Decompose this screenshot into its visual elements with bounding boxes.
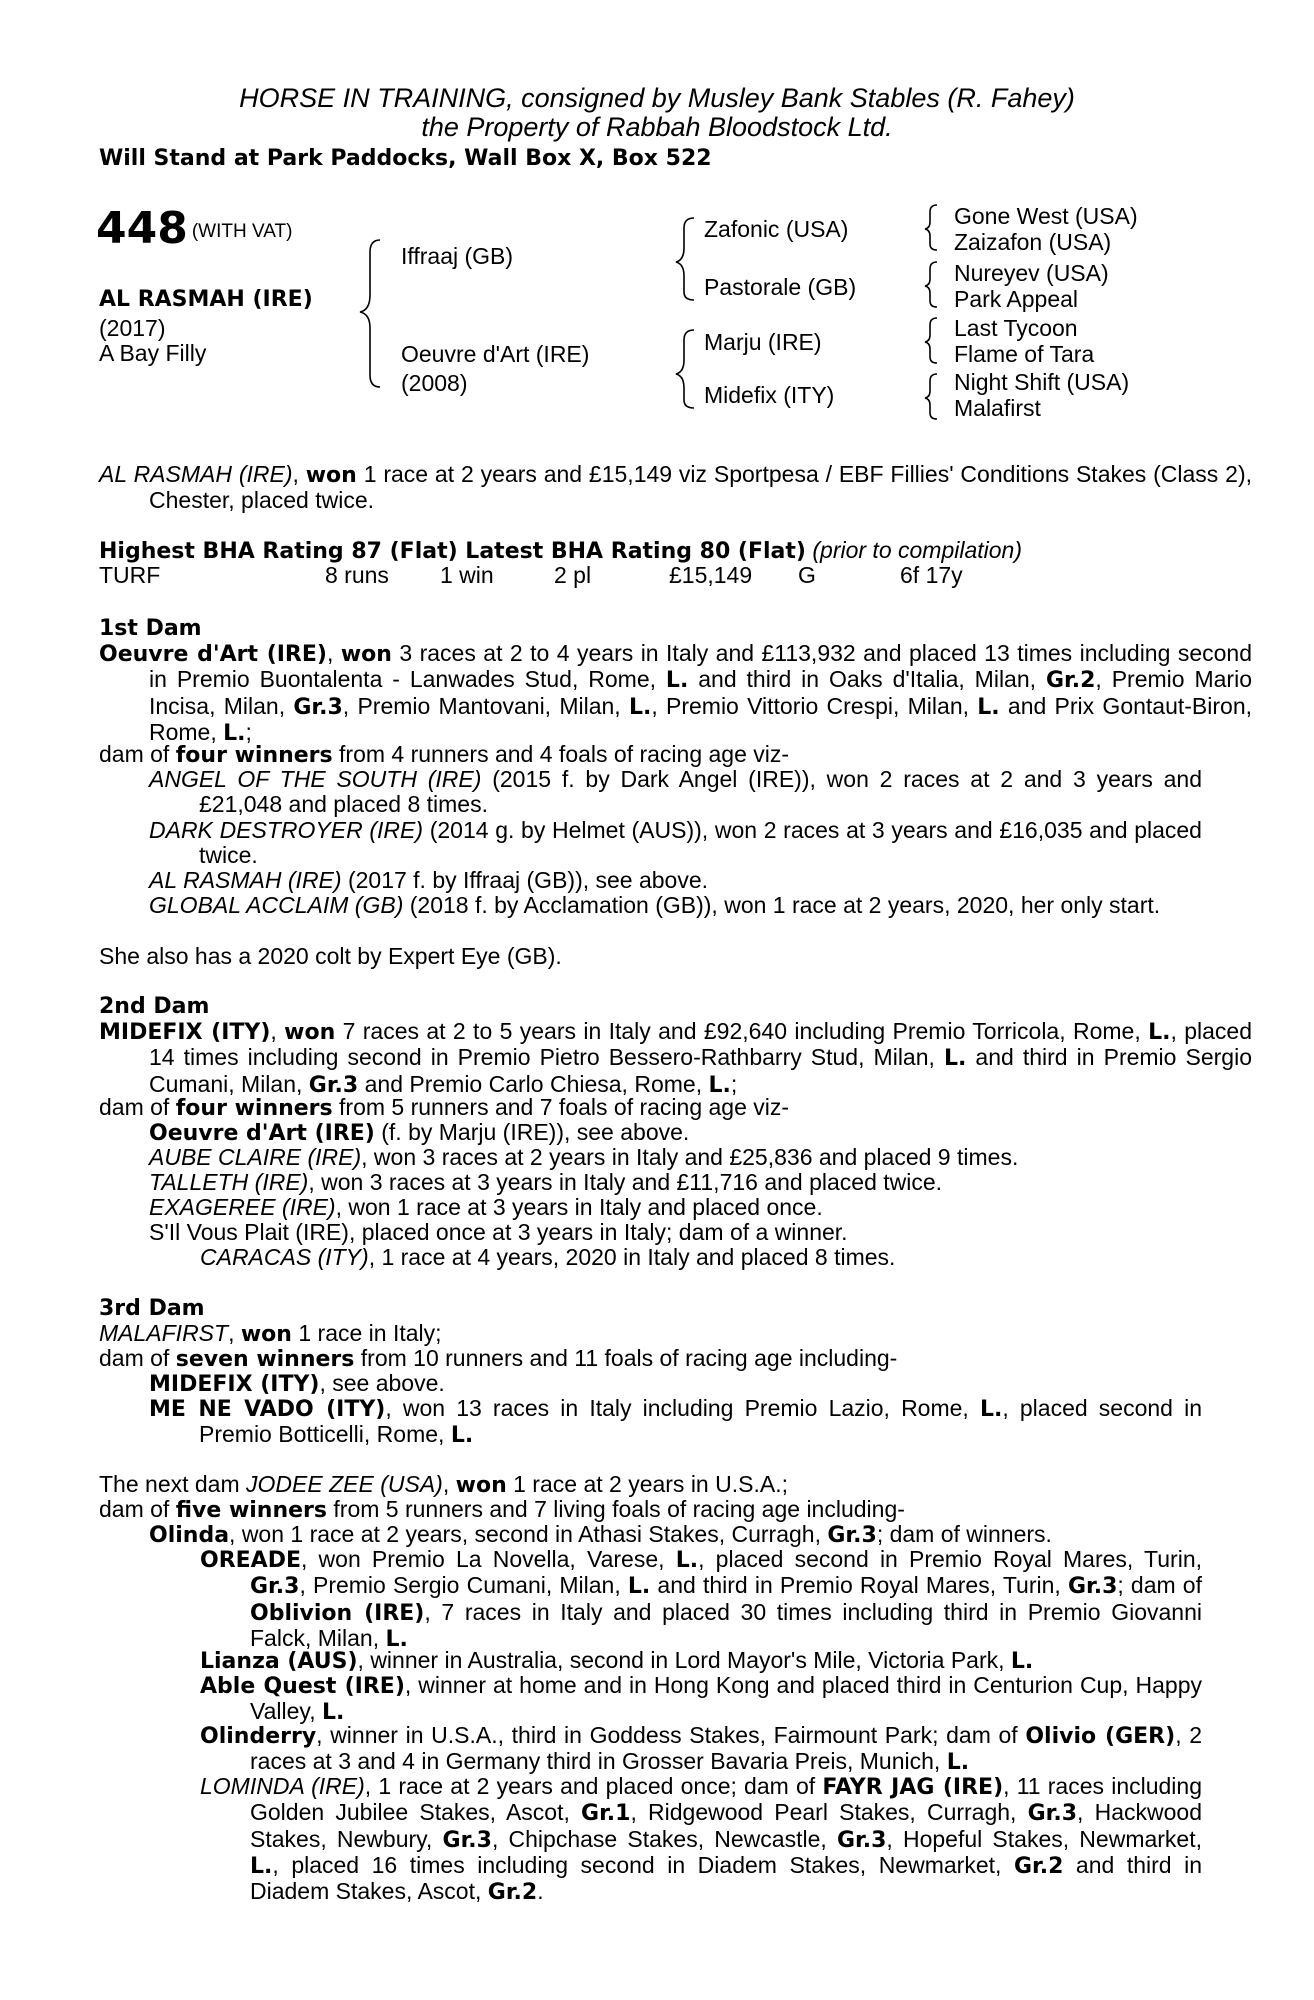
second-dam-progeny-3: TALLETH (IRE), won 3 races at 3 years in Italy and £11,716 and placed twice.	[149, 1169, 943, 1195]
first-dam-progeny-4: GLOBAL ACCLAIM (GB) (2018 f. by Acclamation (GB)), won 1 race at 2 years, 2020, her only start.	[149, 892, 1161, 918]
next-dam-olinderry: Olinderry, winner in U.S.A., third in Goddess Stakes, Fairmount Park; dam of Olivio (GER), 2 races at 3 and 4 in Germany third in Grosser Bavaria Preis, Munich, L.	[200, 1722, 1203, 1776]
pedigree-dam-sire: Marju (IRE)	[704, 329, 822, 355]
pedigree-dam-dam: Midefix (ITY)	[704, 382, 835, 408]
third-dam-progeny-1: MIDEFIX (ITY), see above.	[149, 1370, 445, 1397]
pedigree-ddd: Malafirst	[954, 395, 1041, 421]
pedigree-sdd: Park Appeal	[954, 286, 1079, 312]
pedigree-sss: Gone West (USA)	[954, 203, 1138, 229]
pedigree-dss: Last Tycoon	[954, 315, 1078, 341]
summary-horse-name: AL RASMAH (IRE)	[99, 461, 293, 487]
next-dam-able-quest: Able Quest (IRE), winner at home and in Hong Kong and placed third in Centurion Cup, Happy Valley, L.	[200, 1672, 1202, 1726]
first-dam-progeny-2: DARK DESTROYER (IRE) (2014 g. by Helmet (AUS)), won 2 races at 3 years and £16,035 and placed twice.	[149, 817, 1202, 869]
horse-name: AL RASMAH (IRE)	[99, 287, 313, 312]
brace-sire	[676, 218, 694, 300]
first-dam-progeny-1: ANGEL OF THE SOUTH (IRE) (2015 f. by Dark Angel (IRE)), won 2 races at 2 and 3 years and £21,048 and placed 8 times.	[149, 766, 1202, 818]
second-dam-progeny-2: AUBE CLAIRE (IRE), won 3 races at 2 years in Italy and £25,836 and placed 9 times.	[149, 1144, 1019, 1170]
next-dam-dam-of: dam of five winners from 5 runners and 7 living foals of racing age including-	[99, 1496, 905, 1523]
second-dam-intro: MIDEFIX (ITY), won 7 races at 2 to 5 years in Italy and £92,640 including Premio Torricola, Rome, L., placed 14 times including second in Premio Pietro Bessero-Rathbarry Stud, Milan, L. and third in Premio Sergio Cumani, Milan, Gr.3 and Premio Carlo Chiesa, Rome, L.;	[99, 1018, 1252, 1098]
stat-surface: TURF	[99, 562, 161, 588]
horse-description: A Bay Filly	[99, 340, 207, 366]
consignor-line: HORSE IN TRAINING, consigned by Musley Bank Stables (R. Fahey)	[239, 83, 1075, 113]
vat-note: (WITH VAT)	[191, 221, 293, 242]
owner-line: the Property of Rabbah Bloodstock Ltd.	[421, 112, 893, 142]
next-dam-lominda: LOMINDA (IRE), 1 race at 2 years and placed once; dam of FAYR JAG (IRE), 11 races including Golden Jubilee Stakes, Ascot, Gr.1, Ridgewood Pearl Stakes, Curragh, Gr.3, Hackwood Stakes, Newbury, Gr.3, Chipchase Stakes, Newcastle, Gr.3, Hopeful Stakes, Newmarket, L., placed 16 times including second in Diadem Stakes, Newmarket, Gr.2 and third in Diadem Stakes, Ascot, Gr.2.	[200, 1773, 1203, 1906]
pedigree-dsd: Flame of Tara	[954, 341, 1095, 367]
pedigree-sds: Nureyev (USA)	[954, 260, 1109, 286]
third-dam-intro: MALAFIRST, won 1 race in Italy;	[99, 1320, 442, 1347]
stat-distance: 6f 17y	[900, 562, 963, 588]
first-dam-intro: Oeuvre d'Art (IRE), won 3 races at 2 to 4 years in Italy and £113,932 and placed 13 times including second in Premio Buontalenta - Lanwades Stud, Rome, L. and third in Oaks d'Italia, Milan, Gr.2, Premio Mario Incisa, Milan, Gr.3, Premio Mantovani, Milan, L., Premio Vittorio Crespi, Milan, L. and Prix Gontaut-Biron, Rome, L.;	[99, 640, 1253, 746]
rating-line	[99, 538, 1202, 564]
summary-won: won	[305, 463, 357, 488]
pedigree-sire-dam: Pastorale (GB)	[704, 274, 857, 300]
second-dam-progeny-5: S'Il Vous Plait (IRE), placed once at 3 years in Italy; dam of a winner.	[149, 1219, 848, 1245]
first-dam-heading: 1st Dam	[99, 616, 202, 641]
brace-dam	[676, 330, 694, 408]
pedigree-ssd: Zaizafon (USA)	[954, 229, 1112, 255]
race-summary: AL RASMAH (IRE), won 1 race at 2 years and £15,149 viz Sportpesa / EBF Fillies' Conditions Stakes (Class 2), Chester, placed twice.	[99, 461, 1252, 514]
third-dam-heading: 3rd Dam	[99, 1296, 205, 1321]
third-dam-dam-of: dam of seven winners from 10 runners and 11 foals of racing age including-	[99, 1345, 898, 1372]
pedigree-sire-sire: Zafonic (USA)	[704, 216, 849, 242]
third-dam-progeny-2: ME NE VADO (ITY), won 13 races in Italy including Premio Lazio, Rome, L., placed second in Premio Botticelli, Rome, L.	[149, 1395, 1202, 1449]
stand-location: Will Stand at Park Paddocks, Wall Box X, Box 522	[99, 146, 712, 171]
brace-main	[360, 240, 380, 387]
next-dam-olinda: Olinda, won 1 race at 2 years, second in Athasi Stakes, Curragh, Gr.3; dam of winners.	[149, 1521, 1052, 1548]
stat-earnings: £15,149	[669, 562, 753, 588]
second-dam-grand-progeny: CARACAS (ITY), 1 race at 4 years, 2020 in Italy and placed 8 times.	[200, 1244, 896, 1270]
next-dam-oreade: OREADE, won Premio La Novella, Varese, L., placed second in Premio Royal Mares, Turin, Gr.3, Premio Sergio Cumani, Milan, L. and third in Premio Royal Mares, Turin, Gr.3; dam of Oblivion (IRE), 7 races in Italy and placed 30 times including third in Premio Giovanni Falck, Milan, L.	[200, 1546, 1202, 1652]
rating-note: (prior to compilation)	[812, 537, 1023, 563]
second-dam-progeny-4: EXAGEREE (IRE), won 1 race at 3 years in Italy and placed once.	[149, 1194, 823, 1220]
stat-going: G	[798, 562, 816, 588]
second-dam-progeny-1: Oeuvre d'Art (IRE) (f. by Marju (IRE)), see above.	[149, 1119, 690, 1146]
pedigree-sire: Iffraaj (GB)	[401, 243, 514, 269]
horse-year: (2017)	[99, 315, 166, 341]
second-dam-heading: 2nd Dam	[99, 994, 210, 1019]
stat-wins: 1 win	[440, 562, 494, 588]
pedigree-dds: Night Shift (USA)	[954, 369, 1130, 395]
first-dam-progeny-3: AL RASMAH (IRE) (2017 f. by Iffraaj (GB)), see above.	[149, 867, 709, 893]
first-dam-dam-of: dam of four winners from 4 runners and 4 foals of racing age viz-	[99, 741, 790, 768]
next-dam-lianza: Lianza (AUS), winner in Australia, second in Lord Mayor's Mile, Victoria Park, L.	[200, 1647, 1034, 1674]
pedigree-dam-year: (2008)	[401, 370, 468, 396]
stat-placed: 2 pl	[554, 562, 592, 588]
lot-number: 448	[96, 203, 188, 254]
pedigree-dam: Oeuvre d'Art (IRE)	[401, 341, 590, 367]
summary-text: 1 race at 2 years and £15,149 viz Sportpesa / EBF Fillies' Conditions Stakes (Class 2), Chester, placed twice.	[149, 461, 1252, 514]
next-dam-intro: The next dam JODEE ZEE (USA), won 1 race at 2 years in U.S.A.;	[99, 1471, 788, 1498]
second-dam-dam-of: dam of four winners from 5 runners and 7 foals of racing age viz-	[99, 1094, 790, 1121]
rating-label: Highest BHA Rating 87 (Flat) Latest BHA Rating 80 (Flat)	[99, 539, 806, 564]
first-dam-also: She also has a 2020 colt by Expert Eye (GB).	[99, 943, 562, 969]
stat-runs: 8 runs	[325, 562, 389, 588]
